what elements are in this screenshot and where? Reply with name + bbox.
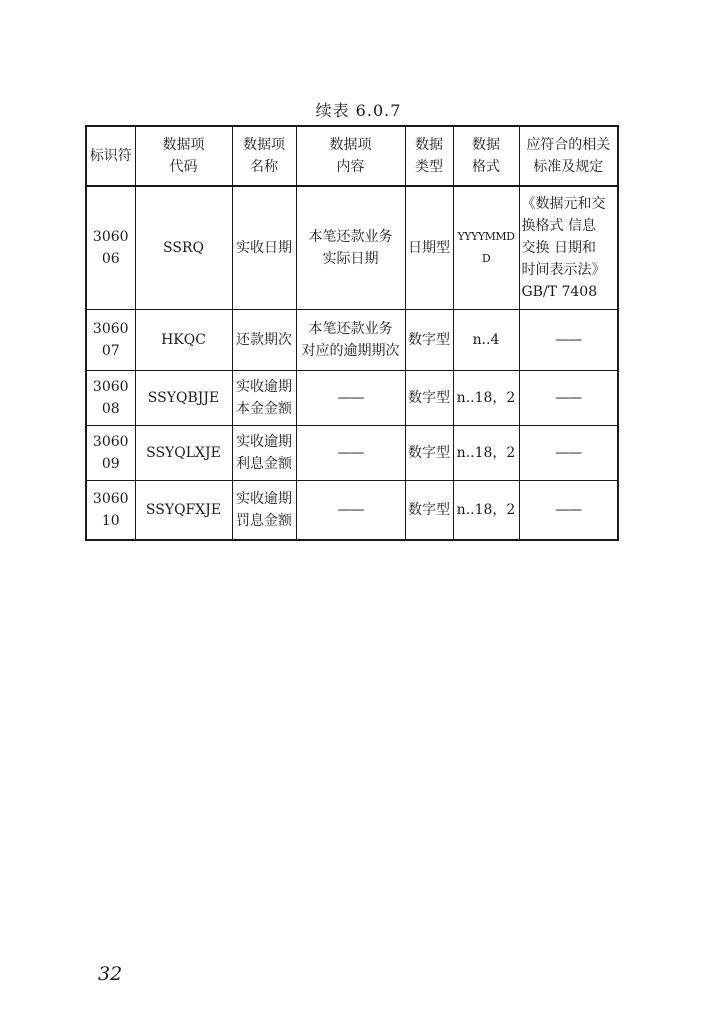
table-row: [86, 481, 618, 541]
cell-standard: ——: [519, 371, 618, 426]
cell-code: SSYQLXJE: [135, 426, 232, 481]
cell-identifier: 306010: [86, 481, 135, 541]
cell-format: n..18，2: [453, 481, 519, 541]
cell-type: 数字型: [405, 426, 453, 481]
cell-format: n..4: [453, 310, 519, 371]
table-header-row: [86, 126, 618, 186]
cell-standard: ——: [519, 426, 618, 481]
cell-standard: ——: [519, 481, 618, 541]
header-name: 数据项 名称: [232, 126, 296, 186]
cell-identifier: 306009: [86, 426, 135, 481]
data-item-table: [85, 125, 619, 541]
cell-code: SSYQBJJE: [135, 371, 232, 426]
header-content: 数据项 内容: [296, 126, 405, 186]
cell-format: n..18，2: [453, 371, 519, 426]
cell-content: ——: [296, 371, 405, 426]
cell-name: 还款期次: [232, 310, 296, 371]
cell-type: 日期型: [405, 186, 453, 310]
cell-identifier: 306008: [86, 371, 135, 426]
cell-content: ——: [296, 481, 405, 541]
table-caption: 续表 6.0.7: [315, 101, 402, 120]
cell-content: ——: [296, 426, 405, 481]
cell-name: 实收日期: [232, 186, 296, 310]
table-row: [86, 426, 618, 481]
page-number: 32: [98, 963, 123, 985]
cell-content: 本笔还款业务 实际日期: [296, 186, 405, 310]
cell-type: 数字型: [405, 371, 453, 426]
cell-code: SSYQFXJE: [135, 481, 232, 541]
table-row: [86, 371, 618, 426]
cell-name: 实收逾期 罚息金额: [232, 481, 296, 541]
header-identifier: 标识符: [86, 126, 135, 186]
header-code: 数据项 代码: [135, 126, 232, 186]
cell-identifier: 306006: [86, 186, 135, 310]
header-standard: 应符合的相关 标准及规定: [519, 126, 618, 186]
cell-standard: 《数据元和交 换格式 信息 交换 日期和 时间表示法》 GB/T 7408: [519, 186, 618, 310]
table-row: [86, 310, 618, 371]
cell-code: HKQC: [135, 310, 232, 371]
header-format: 数据 格式: [453, 126, 519, 186]
cell-content: 本笔还款业务 对应的逾期期次: [296, 310, 405, 371]
cell-name: 实收逾期 本金金额: [232, 371, 296, 426]
cell-name: 实收逾期 利息金额: [232, 426, 296, 481]
cell-format: n..18，2: [453, 426, 519, 481]
cell-format: YYYYMMDD: [453, 186, 519, 310]
cell-identifier: 306007: [86, 310, 135, 371]
cell-type: 数字型: [405, 481, 453, 541]
cell-standard: ——: [519, 310, 618, 371]
header-type: 数据 类型: [405, 126, 453, 186]
table-row: [86, 186, 618, 310]
cell-code: SSRQ: [135, 186, 232, 310]
cell-type: 数字型: [405, 310, 453, 371]
